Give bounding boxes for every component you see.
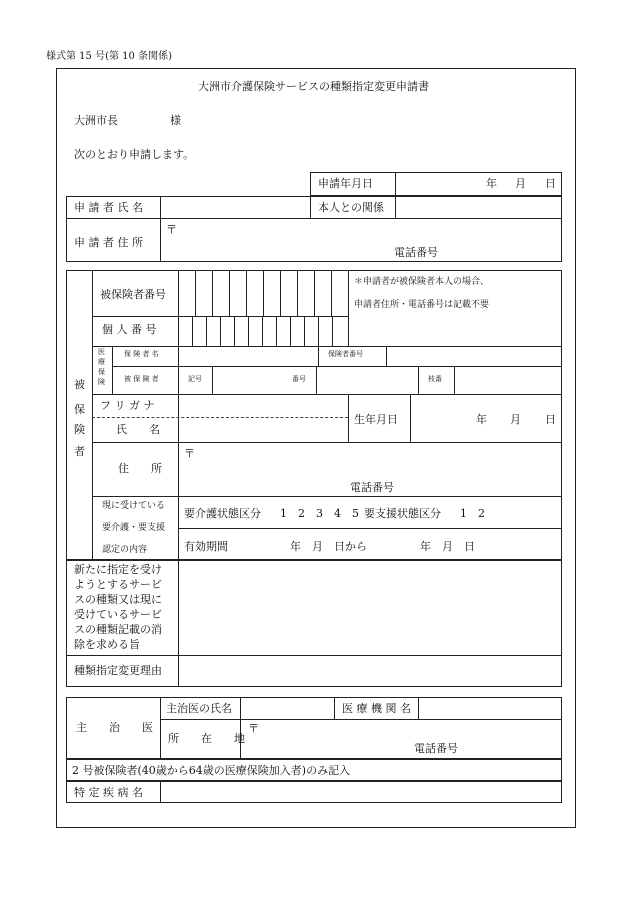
birth-date-label: 生年月日 [354,413,398,426]
applicant-postal-mark: 〒 [166,223,177,236]
insured-number-cells[interactable] [178,270,348,316]
addressee-mayor: 大洲市長 [74,114,118,127]
service-change-line-1: 新たに指定を受け [74,563,162,576]
addressee-honorific: 様 [170,114,181,127]
applicant-name-label: 申 請 者 氏 名 [74,201,143,214]
support-level-options[interactable]: 1 2 [460,507,485,520]
secondary-insured-note: 2 号被保険者(40歳から64歳の医療保険加入者)のみ記入 [72,764,351,777]
cert-label-1: 現に受けている [102,501,166,511]
doctor-name-label: 主治医の氏名 [166,702,232,715]
branch-label: 枝番 [428,375,442,383]
institution-field[interactable] [420,699,560,717]
furigana-field[interactable] [180,396,346,415]
insurer-name-field[interactable] [180,348,316,364]
service-change-line-4: 受けているサービ [74,608,162,621]
applicant-phone-label: 電話番号 [394,246,438,259]
care-level-options[interactable]: 1 2 3 4 5 [280,507,359,520]
applicant-name-field[interactable] [162,198,308,216]
insured-person-label: 被 保 険 者 [124,375,159,383]
application-date-label: 申請年月日 [318,177,373,190]
validity-label: 有効期間 [184,540,228,553]
cert-label-2: 要介護・要支援 [102,523,166,533]
applicant-relation-label: 本人との関係 [318,201,384,214]
insurer-number-label: 保険者番号 [328,350,363,358]
insured-address-field[interactable] [180,444,560,494]
medical-insurance-label-4: 険 [98,378,105,386]
insured-postal-mark: 〒 [184,447,195,460]
service-change-line-5: スの種類記載の消 [74,623,162,636]
service-change-field[interactable] [180,562,560,653]
medical-insurance-label-3: 保 [98,368,105,376]
insured-side-label-4: 者 [74,445,85,458]
change-reason-label: 種類指定変更理由 [74,664,162,677]
doctor-side-label: 主 治 医 [76,721,153,734]
cert-label-3: 認定の内容 [102,545,148,555]
form-number: 様式第 15 号(第 10 条関係) [46,51,172,62]
personal-number-cells[interactable] [178,316,348,346]
applicant-address-field[interactable] [162,220,560,260]
insured-note-line2: 申請者住所・電話番号は記載不要 [354,300,490,310]
insured-name-label: 氏 名 [116,423,160,436]
insured-number-label: 被保険者番号 [100,288,166,301]
application-date-day: 日 [545,177,556,190]
medical-insurance-label-2: 療 [98,358,105,366]
change-reason-field[interactable] [180,657,560,685]
specific-disease-field[interactable] [162,783,560,801]
birth-day-label: 日 [545,413,556,426]
insured-note-line1: ＊申請者が被保険者本人の場合、 [354,277,490,287]
birth-month-label: 月 [510,413,521,426]
furigana-label: フ リ ガ ナ [100,399,155,412]
insured-address-label: 住 所 [118,462,162,475]
application-date-year: 年 [486,177,497,190]
care-level-label: 要介護状態区分 [184,507,261,520]
form-title: 大洲市介護保険サービスの種類指定変更申請書 [198,80,429,93]
doctor-location-field[interactable] [242,721,560,757]
validity-from: 年 月 日から [290,540,367,553]
specific-disease-label: 特 定 疾 病 名 [74,786,143,799]
intro-text: 次のとおり申請します。 [74,148,195,161]
support-level-label: 要支援状態区分 [364,507,441,520]
insured-phone-label: 電話番号 [350,481,394,494]
applicant-relation-field[interactable] [397,198,560,216]
application-date-month: 月 [515,177,526,190]
applicant-address-label: 申 請 者 住 所 [74,236,143,249]
insured-side-label-1: 被 [74,378,85,391]
insured-side-label-2: 保 [74,403,85,416]
doctor-location-label: 所 在 地 [168,732,245,745]
doctor-name-field[interactable] [242,699,332,717]
doctor-postal-mark: 〒 [248,722,259,735]
service-change-line-6: 除を求める旨 [74,638,140,651]
number-label: 番号 [292,375,306,383]
service-change-line-2: ようとするサービ [74,578,162,591]
symbol-label: 記号 [188,375,202,383]
insurer-number-field[interactable] [388,348,560,364]
doctor-phone-label: 電話番号 [414,742,458,755]
service-change-line-3: スの種類又は現に [74,593,162,606]
insurer-name-label: 保 険 者 名 [124,350,159,358]
insured-side-label-3: 険 [74,423,85,436]
validity-to: 年 月 日 [420,540,475,553]
medical-insurance-label-1: 医 [98,348,105,356]
institution-label: 医 療 機 関 名 [342,702,411,715]
birth-year-label: 年 [476,413,487,426]
personal-number-label: 個 人 番 号 [102,323,157,336]
insured-name-field[interactable] [180,419,346,440]
